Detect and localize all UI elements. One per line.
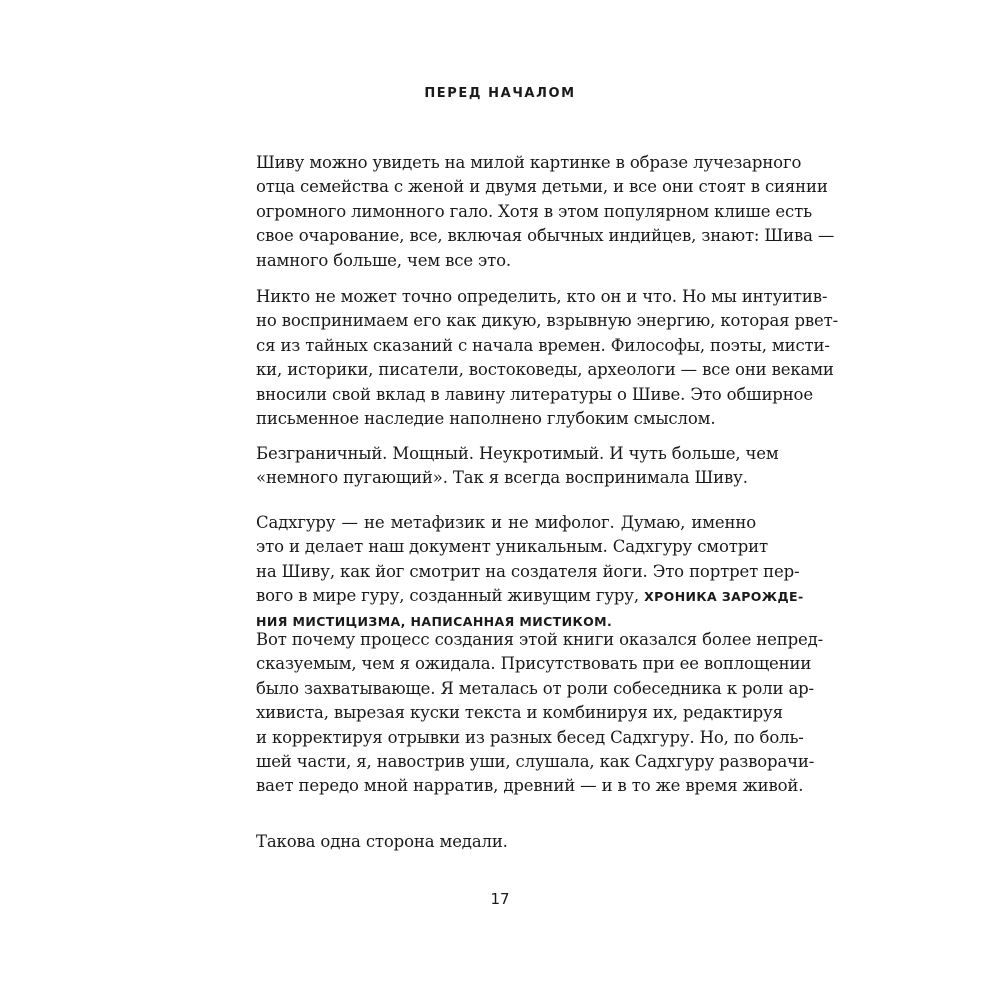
text-line: шей части, я, навострив уши, слушала, как Садхгуру разворачи-: [256, 751, 815, 771]
paragraph-2: [256, 285, 839, 431]
paragraph-3: [256, 442, 779, 491]
text-line: Безграничный. Мощный. Неукротимый. И чуть больше, чем: [256, 444, 779, 463]
text-line: огромного лимонного гало. Хотя в этом популярном клише есть: [256, 201, 812, 221]
text-line: Вот почему процесс создания этой книги оказался более непред-: [256, 630, 824, 649]
emphasis-text: НИЯ МИСТИЦИЗМА, НАПИСАННАЯ МИСТИКОМ.: [256, 613, 613, 629]
text-line: было захватывающе. Я металась от роли собеседника к роли ар-: [256, 678, 814, 698]
text-line: хивиста, вырезая куски текста и комбинируя их, редактируя: [256, 703, 783, 723]
paragraph-1: [256, 151, 835, 273]
paragraph-6: [256, 830, 756, 854]
text-line: ся из тайных сказаний с начала времен. Философы, поэты, мисти-: [256, 335, 830, 355]
text-line: письменное наследие наполнено глубоким смыслом.: [256, 408, 716, 428]
paragraph-4: [256, 511, 804, 633]
emphasis-text: ХРОНИКА ЗАРОЖДЕ-: [644, 589, 804, 605]
running-head: ПЕРЕД НАЧАЛОМ: [424, 86, 576, 101]
text-line: Такова одна сторона медали.: [256, 832, 508, 851]
text-line: ки, историки, писатели, востоковеды, археологи — все они веками: [256, 360, 834, 380]
text-line: это и делает наш документ уникальным. Садхгуру смотрит: [256, 537, 768, 557]
text-line: отца семейства с женой и двумя детьми, и все они стоят в сиянии: [256, 177, 828, 197]
text-line: вает передо мной нарратив, древний — и в то же время живой.: [256, 776, 804, 796]
page-number: 17: [490, 890, 510, 908]
text-line: «немного пугающий». Так я всегда воспринимала Шиву.: [256, 468, 748, 488]
paragraph-5: [256, 628, 824, 799]
text-line: но воспринимаем его как дикую, взрывную энергию, которая рвет-: [256, 311, 839, 331]
text-line-with-emphasis: [256, 584, 804, 608]
text-line-start: вого в мире гуру, созданный живущим гуру,: [256, 586, 639, 606]
text-line: Шиву можно увидеть на милой картинке в образе лучезарного: [256, 153, 802, 172]
text-line: свое очарование, все, включая обычных индийцев, знают: Шива —: [256, 226, 835, 246]
text-line: намного больше, чем все это.: [256, 250, 511, 270]
text-line: Садхгуру — не метафизик и не мифолог. Думаю, именно: [256, 513, 756, 532]
text-line: сказуемым, чем я ожидала. Присутствовать при ее воплощении: [256, 654, 812, 674]
text-line: вносили свой вклад в лавину литературы о Шиве. Это обширное: [256, 384, 813, 404]
text-line: Никто не может точно определить, кто он и что. Но мы интуитив-: [256, 287, 828, 306]
text-line: на Шиву, как йог смотрит на создателя йоги. Это портрет пер-: [256, 561, 800, 581]
text-line: и корректируя отрывки из разных бесед Садхгуру. Но, по боль-: [256, 727, 804, 747]
